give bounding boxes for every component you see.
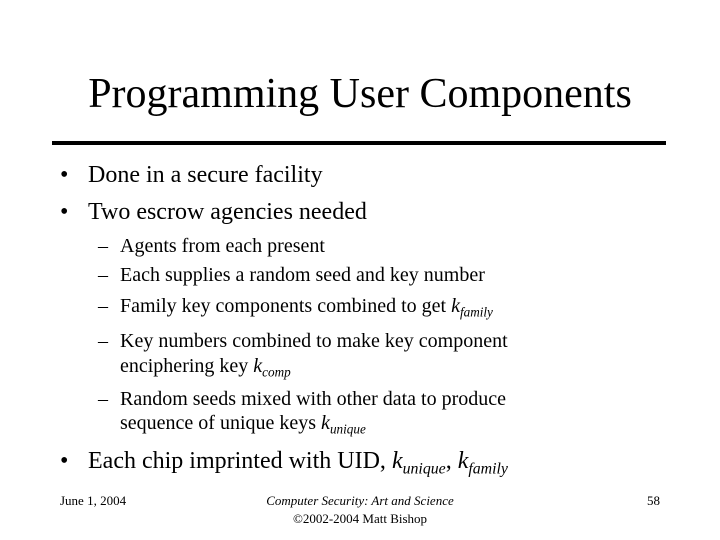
sub-bullet-text: enciphering key [120, 355, 254, 377]
key-symbol: k [321, 412, 330, 434]
key-symbol: k [253, 355, 263, 377]
slide-title: Programming User Components [88, 71, 632, 117]
title-underline [52, 141, 666, 145]
sub-bullet-text: Random seeds mixed with other data to produce [120, 388, 507, 410]
key-symbol: k [391, 448, 403, 474]
key-subscript: family [468, 460, 508, 478]
key-subscript: comp [262, 364, 291, 380]
key-symbol: k [451, 295, 460, 317]
sub-bullet-item [98, 294, 493, 318]
sub-bullet-text: Agents from each present [120, 235, 325, 257]
footer-copyright: ©2002-2004 Matt Bishop [292, 511, 428, 526]
sub-bullet-item [98, 234, 325, 258]
bullet-icon: • [60, 162, 69, 188]
dash-icon: – [98, 388, 108, 410]
footer-book-title: Computer Security: Art and Science [266, 493, 454, 508]
bullet-item [60, 197, 367, 227]
footer-page-number: 58 [647, 493, 660, 508]
bullet-text: Two escrow agencies needed [88, 199, 367, 225]
key-subscript: family [459, 304, 493, 320]
key-subscript: unique [329, 421, 366, 437]
sub-bullet-text: Key numbers combined to make key component [120, 330, 508, 352]
sub-bullet-continuation [120, 411, 366, 435]
key-symbol: k [457, 448, 469, 474]
dash-icon: – [98, 330, 108, 352]
bullet-icon: • [60, 448, 69, 474]
sub-bullet-item [98, 329, 508, 353]
bullet-item [60, 446, 508, 476]
bullet-item [60, 160, 323, 190]
bullet-text: Each chip imprinted with UID, [88, 448, 392, 474]
dash-icon: – [98, 264, 108, 286]
sub-bullet-text: sequence of unique keys [120, 412, 322, 434]
key-subscript: unique [402, 460, 446, 478]
sub-bullet-continuation [120, 354, 291, 378]
sub-bullet-item [98, 263, 485, 287]
dash-icon: – [98, 295, 108, 317]
sub-bullet-text: Each supplies a random seed and key number [120, 264, 485, 286]
sub-bullet-item [98, 387, 506, 411]
separator: , [445, 448, 458, 474]
bullet-text: Done in a secure facility [88, 162, 323, 188]
dash-icon: – [98, 235, 108, 257]
bullet-icon: • [60, 199, 69, 225]
footer-center [200, 492, 520, 528]
sub-bullet-text: Family key components combined to get [120, 295, 452, 317]
footer-date: June 1, 2004 [60, 493, 127, 508]
